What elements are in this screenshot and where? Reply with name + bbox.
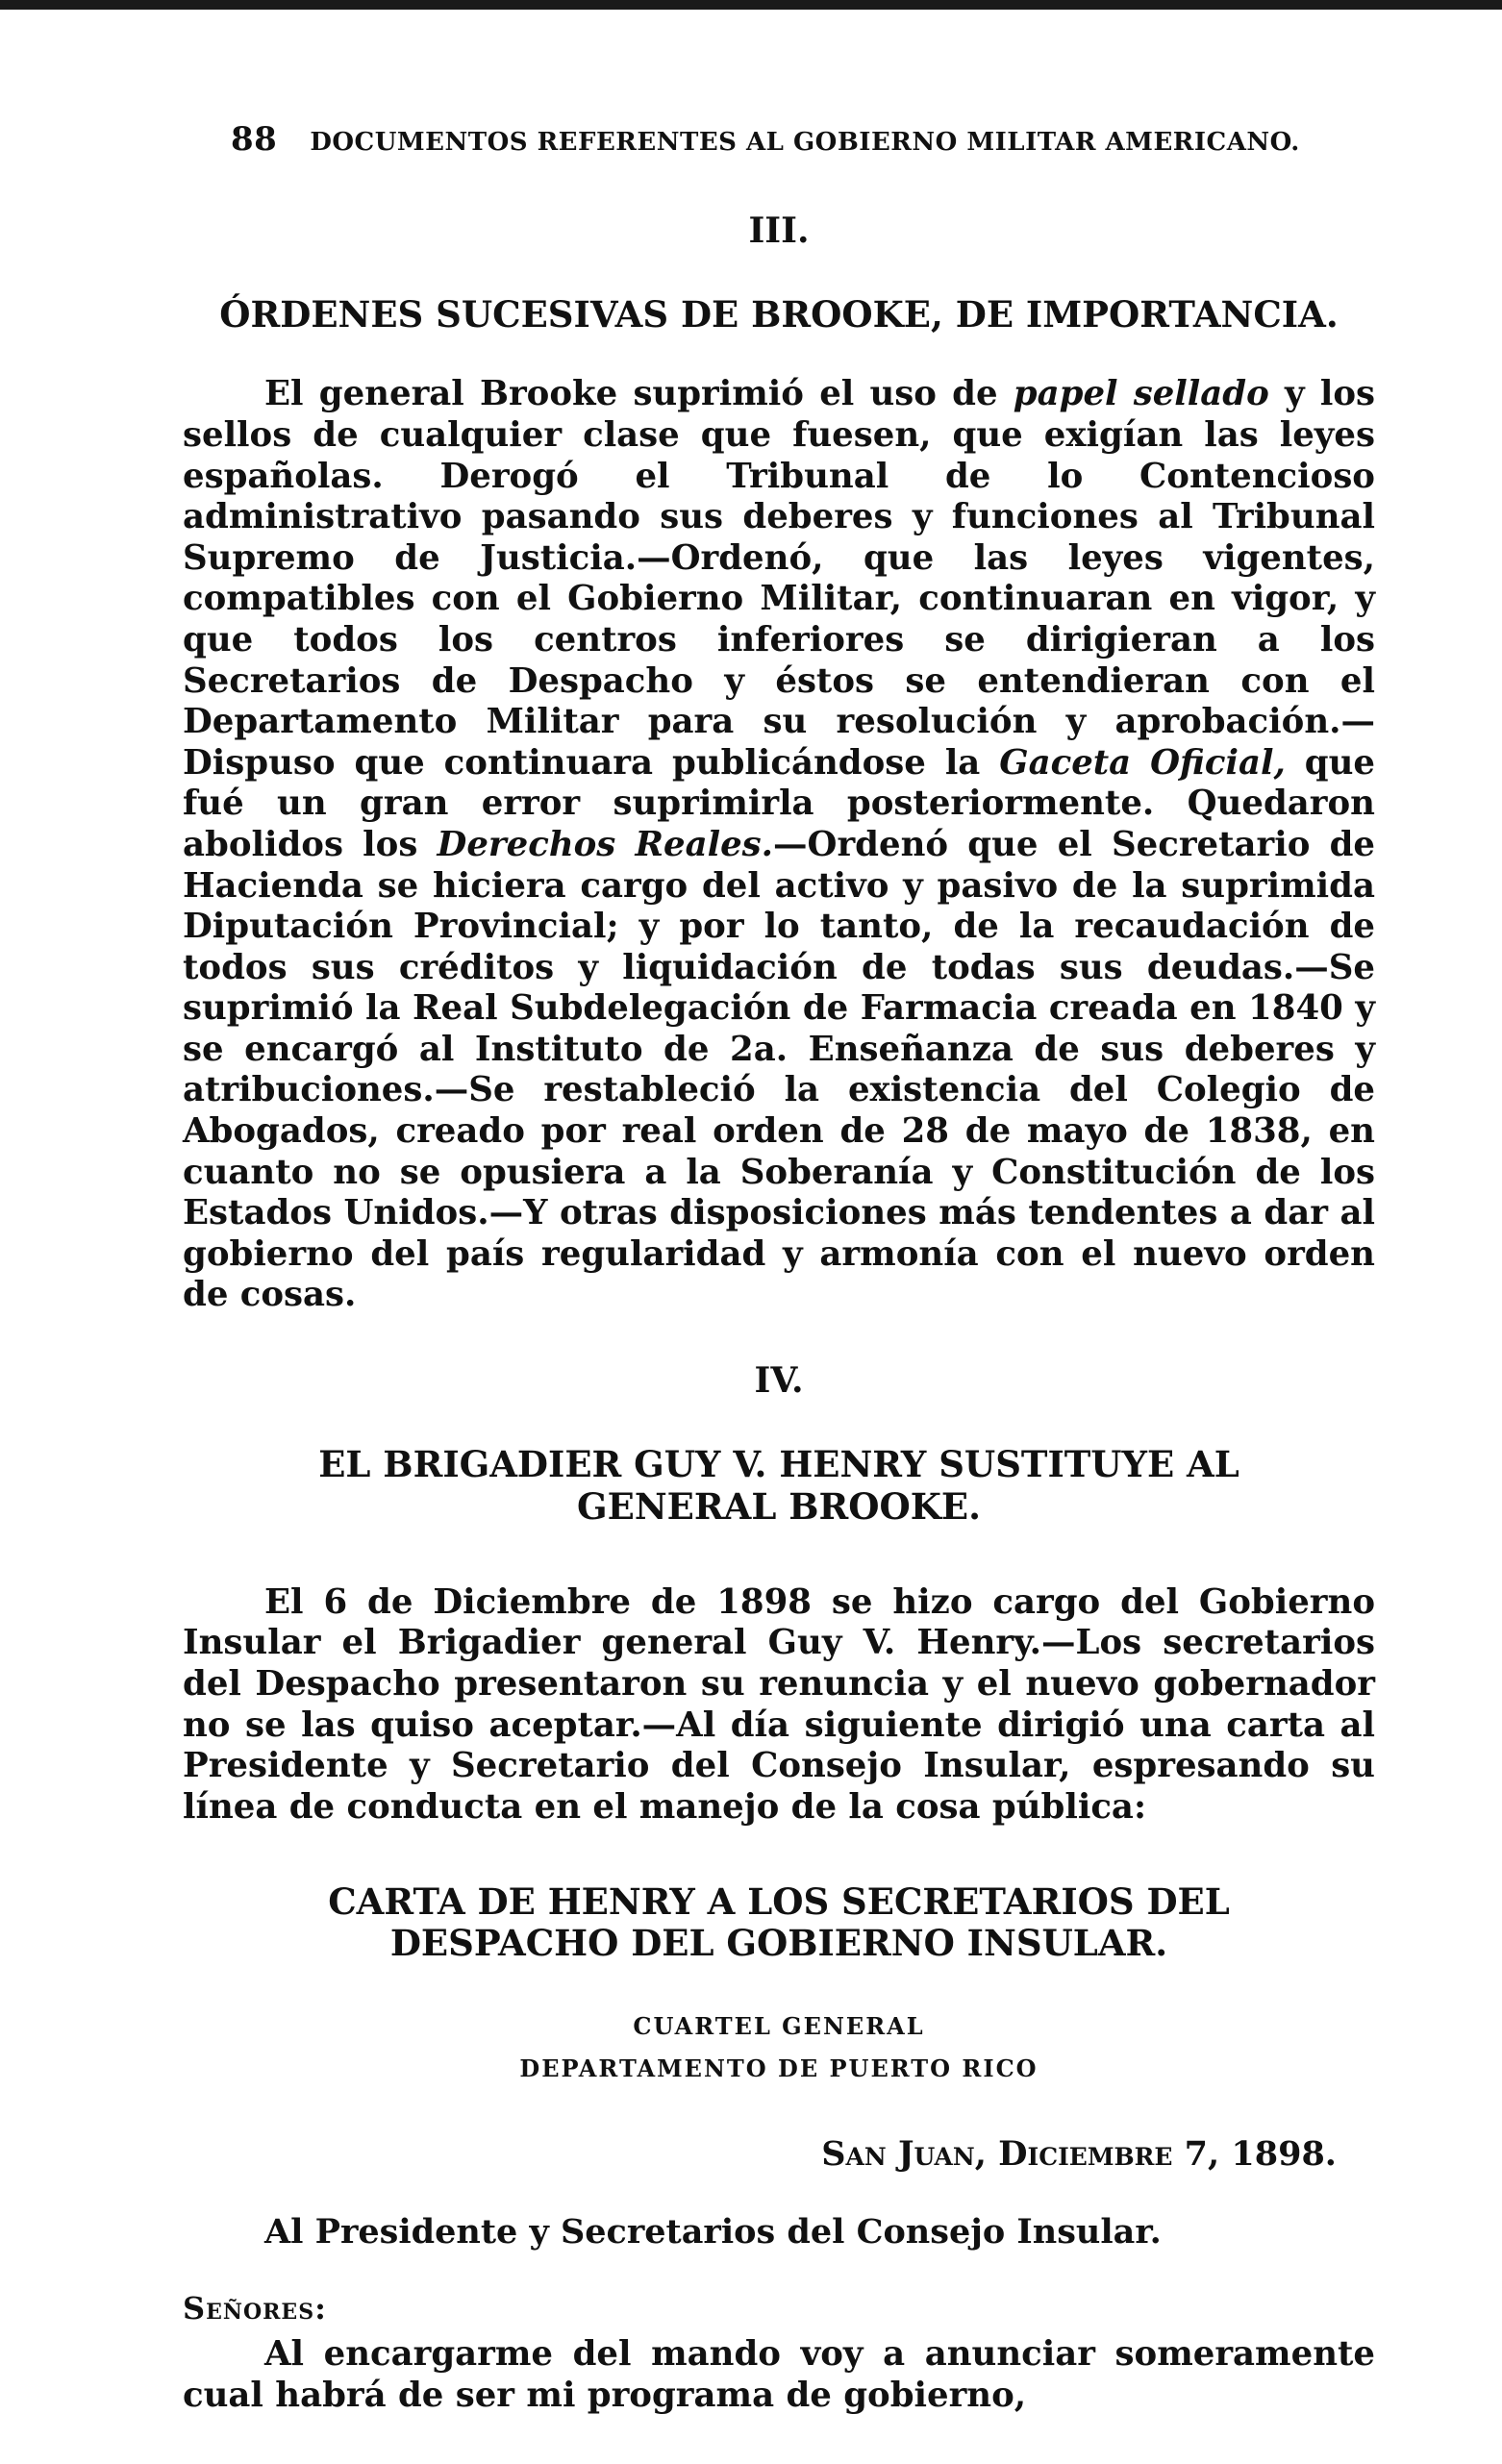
section-title-ordenes: ÓRDENES SUCESIVAS DE BROOKE, DE IMPORTANCIA.	[219, 293, 1339, 336]
section-title-henry	[183, 1443, 1375, 1529]
text-run: —Ordenó que el Secretario de Hacienda se hiciera cargo del activo y pasivo de la suprimida Diputación Provincial; y por lo tanto, de la recaudación de todos sus créditos y liquidación de todas sus deudas.—Se suprimió la Real Subdelegación de Farmacia creada en 1840 y se encargó al Instituto de 2a. Enseñanza de sus deberes y atribuciones.—Se restableció la existencia del Colegio de Abogados, creado por real orden de 28 de mayo de 1838, en cuanto no se opusiera a la Soberanía y Constitución de los Estados Unidos.—Y otras disposiciones más tendentes a dar al gobierno del país regularidad y armonía con el nuevo orden de cosas.	[183, 824, 1375, 1315]
section-title-line: GENERAL BROOKE.	[577, 1485, 981, 1529]
text-run: y los sellos de cualquier clase que fuesen, que exigían las leyes españolas. Derogó el Tribunal de lo Contencioso administrativo pasando sus deberes y funciones al Tribunal Supremo de Justicia.—Ordenó, que las leyes vigentes, compatibles con el Gobierno Militar, continuaran en vigor, y que todos los centros inferiores se dirigieran a los Secretarios de Despacho y éstos se entendieran con el Departamento Militar para su resolución y aprobación.—Dispuso que continuara publicándose la	[183, 374, 1375, 783]
section-number-iv: IV.	[754, 1360, 804, 1402]
department-line: DEPARTAMENTO DE PUERTO RICO	[519, 2054, 1039, 2083]
text-run: El general Brooke suprimió el uso de	[264, 374, 1014, 414]
letter-title	[183, 1881, 1375, 1963]
text-run: que fué un gran error suprimirla posteriormente. Quedaron abolidos los	[183, 742, 1375, 864]
letter-title-line: DESPACHO DEL GOBIERNO INSULAR.	[389, 1921, 1168, 1964]
headquarters-line: CUARTEL GENERAL	[633, 2012, 925, 2041]
letter-title-line: CARTA DE HENRY A LOS SECRETARIOS DEL	[328, 1880, 1230, 1924]
paragraph-brooke-orders	[183, 374, 1375, 1316]
running-header	[231, 120, 1375, 159]
top-border-rule	[0, 0, 1502, 10]
section-iv	[183, 1360, 1375, 1828]
page-number: 88	[231, 120, 278, 159]
italic-term-derechos-reales: Derechos Reales.	[437, 824, 774, 864]
section-number-iii: III.	[748, 211, 810, 251]
section-title-line: EL BRIGADIER GUY V. HENRY SUSTITUYE AL	[318, 1443, 1239, 1486]
letter-dateline: San Juan, Diciembre 7, 1898.	[821, 2134, 1337, 2175]
letter-opening-paragraph: Al encargarme del mando voy a anunciar someramente cual habrá de ser mi programa de gobierno,	[183, 2334, 1375, 2416]
running-title: DOCUMENTOS REFERENTES AL GOBIERNO MILITAR AMERICANO.	[310, 128, 1300, 157]
italic-term-gaceta-oficial: Gaceta Oficial,	[999, 742, 1286, 783]
letter-addressee: Al Presidente y Secretarios del Consejo Insular.	[264, 2212, 1162, 2252]
letter-salutation: Señores:	[183, 2290, 327, 2327]
paragraph-henry-takes-office: El 6 de Diciembre de 1898 se hizo cargo del Gobierno Insular el Brigadier general Guy V. Henry.—Los secretarios del Despacho presentaron su renuncia y el nuevo gobernador no se las quiso aceptar.—Al día siguiente dirigió una carta al Presidente y Secretario del Consejo Insular, espresando su línea de conducta en el manejo de la cosa pública:	[183, 1581, 1375, 1827]
document-page	[183, 120, 1375, 2417]
italic-term-papel-sellado: papel sellado	[1013, 374, 1269, 414]
headquarters-heading	[183, 2005, 1375, 2090]
